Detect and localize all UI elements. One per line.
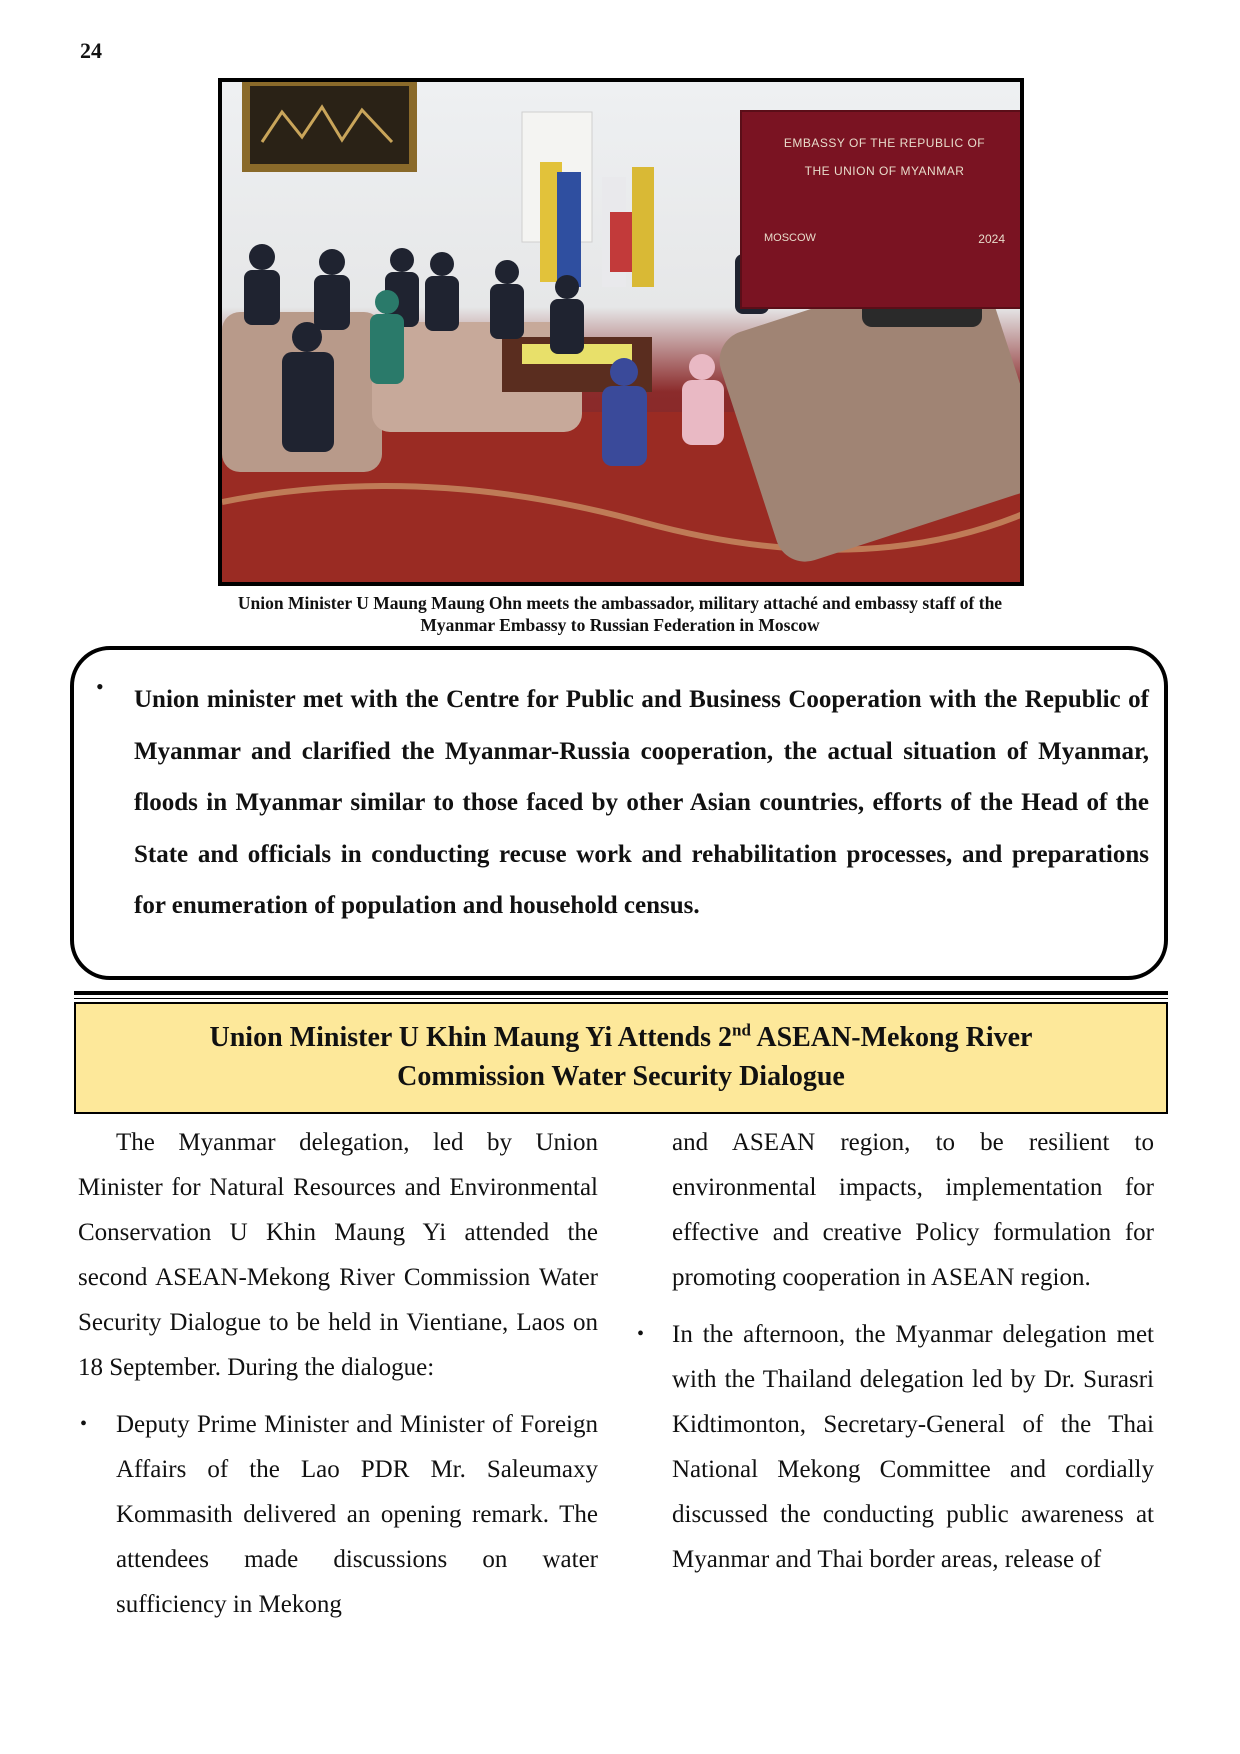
bullet-icon: • bbox=[80, 1413, 88, 1435]
bullet-icon: • bbox=[637, 1323, 645, 1345]
photo-caption bbox=[130, 592, 1110, 636]
list-item bbox=[637, 1312, 1154, 1582]
bullet1-continuation: and ASEAN region, to be resilient to environmental impacts, implementation for effective and creative Policy formulation for promoting cooperation in ASEAN region. bbox=[672, 1129, 1154, 1291]
article-headline bbox=[74, 1002, 1168, 1114]
page-number: 24 bbox=[80, 38, 102, 63]
bullet-icon: • bbox=[96, 674, 104, 699]
divider-thick bbox=[74, 991, 1168, 995]
meeting-photo bbox=[218, 78, 1024, 586]
photo-caption-line2: Myanmar Embassy to Russian Federation in Moscow bbox=[420, 615, 820, 635]
embassy-sign-year: 2024 bbox=[978, 232, 1005, 246]
embassy-sign-line2: THE UNION OF MYANMAR bbox=[804, 164, 965, 178]
highlight-box bbox=[70, 646, 1168, 980]
list-item bbox=[78, 1402, 598, 1627]
embassy-sign bbox=[742, 112, 1024, 307]
headline-part2: ASEAN-Mekong River bbox=[750, 1022, 1033, 1053]
embassy-sign-line1: EMBASSY OF THE REPUBLIC OF bbox=[783, 136, 986, 150]
article-intro: The Myanmar delegation, led by Union Minister for Natural Resources and Environmental Conservation U Khin Maung Yi attended the second ASEAN-Mekong River Commission Water Security Dialogue to be held in Vientiane, Laos on 18 September. During the dialogue: bbox=[78, 1129, 598, 1381]
headline-line2: Commission Water Security Dialogue bbox=[397, 1061, 845, 1092]
highlight-text: Union minister met with the Centre for Public and Business Cooperation with the Republic of Myanmar and clarified the Myanmar-Russia cooperation, the actual situation of Myanmar, floods in Myanmar similar to those faced by other Asian countries, efforts of the Head of the State and officials in conducting recuse work and rehabilitation processes, and preparations for enumeration of population and household census. bbox=[134, 686, 1149, 919]
bullet1-text: Deputy Prime Minister and Minister of Foreign Affairs of the Lao PDR Mr. Saleumaxy Kommasith delivered an opening remark. The attendees made discussions on water sufficiency in Mekong bbox=[116, 1411, 598, 1618]
photo-caption-line1: Union Minister U Maung Maung Ohn meets the ambassador, military attaché and embassy staff of the bbox=[237, 593, 1003, 613]
embassy-sign-city: MOSCOW bbox=[764, 232, 816, 244]
headline-part1: Union Minister U Khin Maung Yi Attends 2 bbox=[209, 1022, 732, 1053]
divider-thin bbox=[74, 998, 1168, 999]
bullet2-text: In the afternoon, the Myanmar delegation met with the Thailand delegation led by Dr. Surasri Kidtimonton, Secretary-General of the Thai National Mekong Committee and cordially discussed the conducting public awareness at Myanmar and Thai border areas, release of bbox=[672, 1321, 1154, 1573]
article-column-right bbox=[637, 1120, 1154, 1582]
article-column-left bbox=[78, 1120, 598, 1627]
headline-line1 bbox=[76, 1018, 1166, 1057]
headline-superscript: nd bbox=[732, 1020, 751, 1040]
